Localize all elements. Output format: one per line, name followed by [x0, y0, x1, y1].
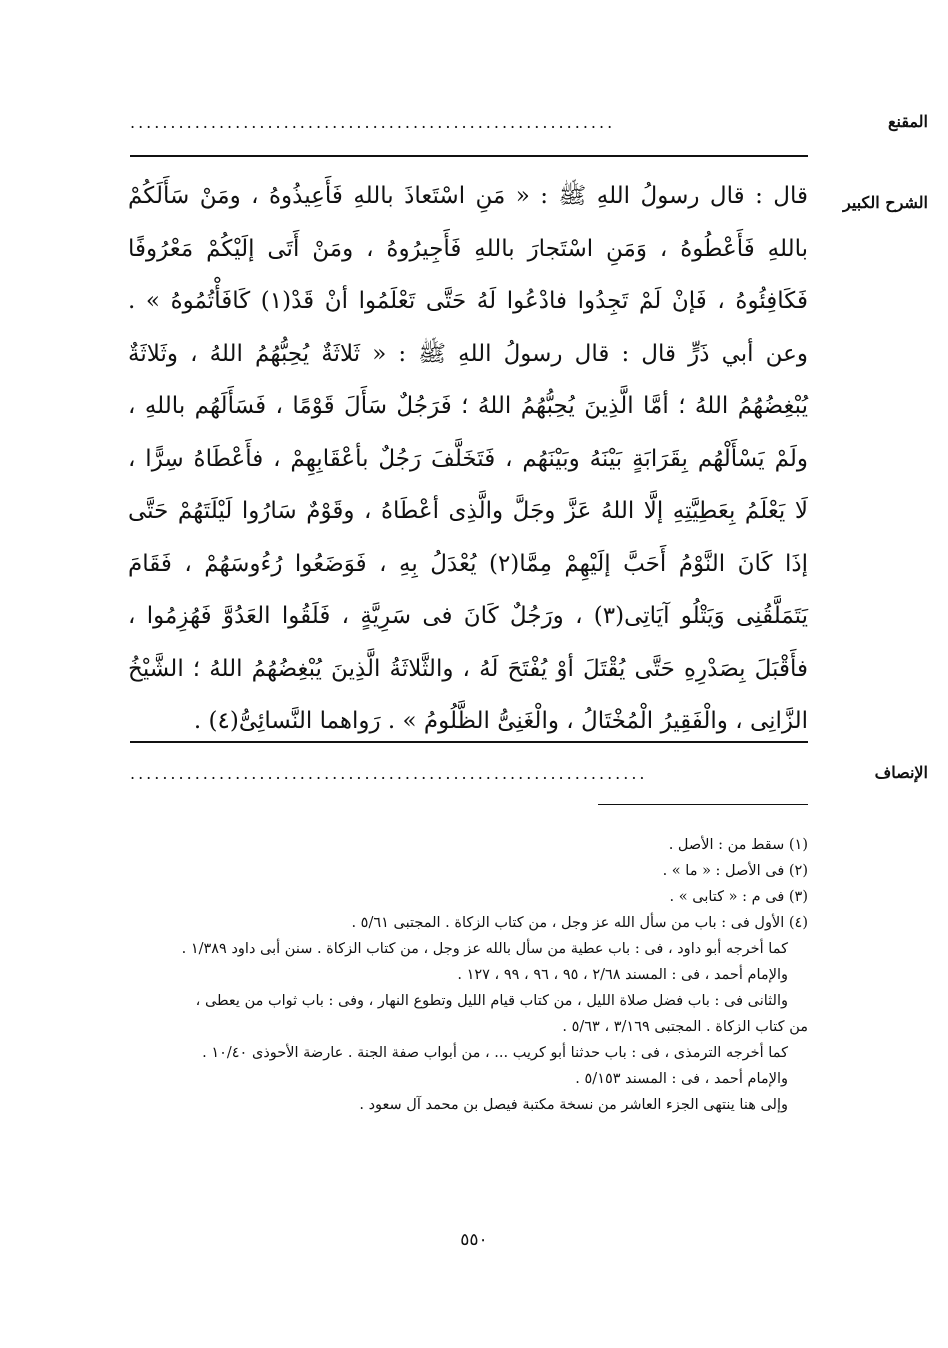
footnote-line: (٣) فى م : « كتابى » .: [669, 889, 808, 905]
footnote-line: وإلى هنا ينتهى الجزء العاشر من نسخة مكتبة فيصل بن محمد آل سعود .: [359, 1097, 788, 1113]
footnote-line: والإمام أحمد ، فى : المسند ٢/٦٨ ، ٩٥ ، ٩٦ ، ٩٩ ، ١٢٧ .: [457, 967, 788, 983]
sharh-line: وعن أبي ذَرٍّ قال : قال رسولُ اللهِ ﷺ : « ثَلاثَةٌ يُحِبُّهُمُ اللهُ ، وثَلاثَةٌ: [128, 340, 808, 367]
sharh-line: قال : قال رسولُ اللهِ ﷺ : « مَنِ اسْتَعاذَ باللهِ فَأَعِيذُوهُ ، ومَنْ سَأَلَكُمْ: [128, 183, 808, 209]
footnote-line: (٢) فى الأصل : « ما » .: [662, 863, 808, 879]
sharh-line: لَا يَعْلَمُ بِعَطِيَّتِهِ إلَّا اللهُ عَزَّ وجَلَّ والَّذِى أعْطَاهُ ، وقَوْمٌ سَارُوا لَيْلَتَهُمْ حَتَّى: [128, 498, 808, 524]
footnote-line: (٤) الأول فى : باب من سأل الله عز وجل ، من كتاب الزكاة . المجتبى ٥/٦١ .: [351, 915, 808, 931]
footnote-line: من كتاب الزكاة . المجتبى ٣/١٦٩ ، ٥/٦٣ .: [562, 1019, 808, 1035]
footnote-separator: [598, 804, 808, 805]
sharh-line: يُبْغِضُهُمُ اللهُ ؛ أمَّا الَّذِينَ يُحِبُّهُمُ اللهُ ؛ فَرَجُلٌ سَأَلَ قَوْمًا ، فَسَأَلَهُم باللهِ ،: [128, 393, 808, 419]
sharh-label: الشرح الكبير: [843, 193, 928, 212]
header-rule: [130, 155, 808, 157]
sharh-line: ولَمْ يَسْأَلْهُم بِقَرَابَةٍ بَيْنَهُ وبَيْنَهُم ، فَتَخَلَّفَ رَجُلٌ بأعْقَابِهِمْ ، فأَعْطَاهُ سِرًّا ،: [128, 445, 808, 472]
sharh-line: يَتَمَلَّقُنِى وَيَتْلُو آيَاتِى(٣) ، ورَجُلٌ كَانَ فى سَرِيَّةٍ ، فَلَقُوا العَدُوَّ فَهُزِمُوا ،: [128, 603, 808, 629]
footnote-line: كما أخرجه أبو داود ، فى : باب عطية من سأل بالله عز وجل ، من كتاب الزكاة . سنن أبى داود ١/٣٨٩ .: [181, 941, 788, 957]
footnotes: [118, 832, 808, 1118]
footnote-line: كما أخرجه الترمذى ، فى : باب حدثنا أبو كريب ... ، من أبواب صفة الجنة . عارضة الأحوذى ١٠/٤٠ .: [202, 1045, 788, 1061]
insaf-label: الإنصاف: [874, 763, 928, 782]
sharh-line: إذَا كَانَ النَّوْمُ أَحَبَّ إلَيْهِمْ مِمَّا(٢) يُعْدَلُ بِهِ ، فَوَضَعُوا رُءُوسَهُمْ ، فَقَامَ: [128, 550, 808, 577]
sharh-line: فَكَافِئُوهُ ، فَإنْ لَمْ تَجِدُوا فادْعُوا لَهُ حَتَّى تَعْلَمُوا أنْ قَدْ(١) كَافَأْتُمُوهُ » .: [128, 288, 808, 314]
sharh-line: باللهِ فَأَعْطُوهُ ، وَمَنِ اسْتَجارَ باللهِ فَأَجِيرُوهُ ، ومَنْ أَتَى إلَيْكُمْ مَعْرُوفًا: [128, 235, 808, 262]
sharh-text: [128, 170, 808, 748]
sharh-line: فأَقْبَلَ بِصَدْرِهِ حَتَّى يُقْتَلَ أوْ يُفْتَحَ لَهُ ، والثَّلاثَةُ الَّذِينَ يُبْغِضُهُمُ اللهُ ؛ الشَّيْخُ: [128, 655, 808, 682]
sharh-line: الزَّانِى ، والْفَقِيرُ الْمُخْتَالُ ، والْغَنِىُّ الظَّلُومُ » . رَواهما النَّسائِىُّ(٤) .: [193, 708, 808, 734]
footnote-line: والإمام أحمد ، فى : المسند ٥/١٥٣ .: [575, 1071, 788, 1087]
header-dotted-line: ............................................................: [130, 113, 616, 132]
book-title-label: المقنع: [887, 112, 928, 131]
insaf-dotted-line: ................................................................: [130, 764, 648, 783]
page-number: ٥٥٠: [460, 1230, 488, 1250]
insaf-top-rule: [130, 741, 808, 743]
footnote-line: والثانى فى : باب فضل صلاة الليل ، من كتاب قيام الليل وتطوع النهار ، وفى : باب ثواب من يعطى ،: [195, 993, 788, 1009]
footnote-line: (١) سقط من : الأصل .: [668, 837, 808, 853]
